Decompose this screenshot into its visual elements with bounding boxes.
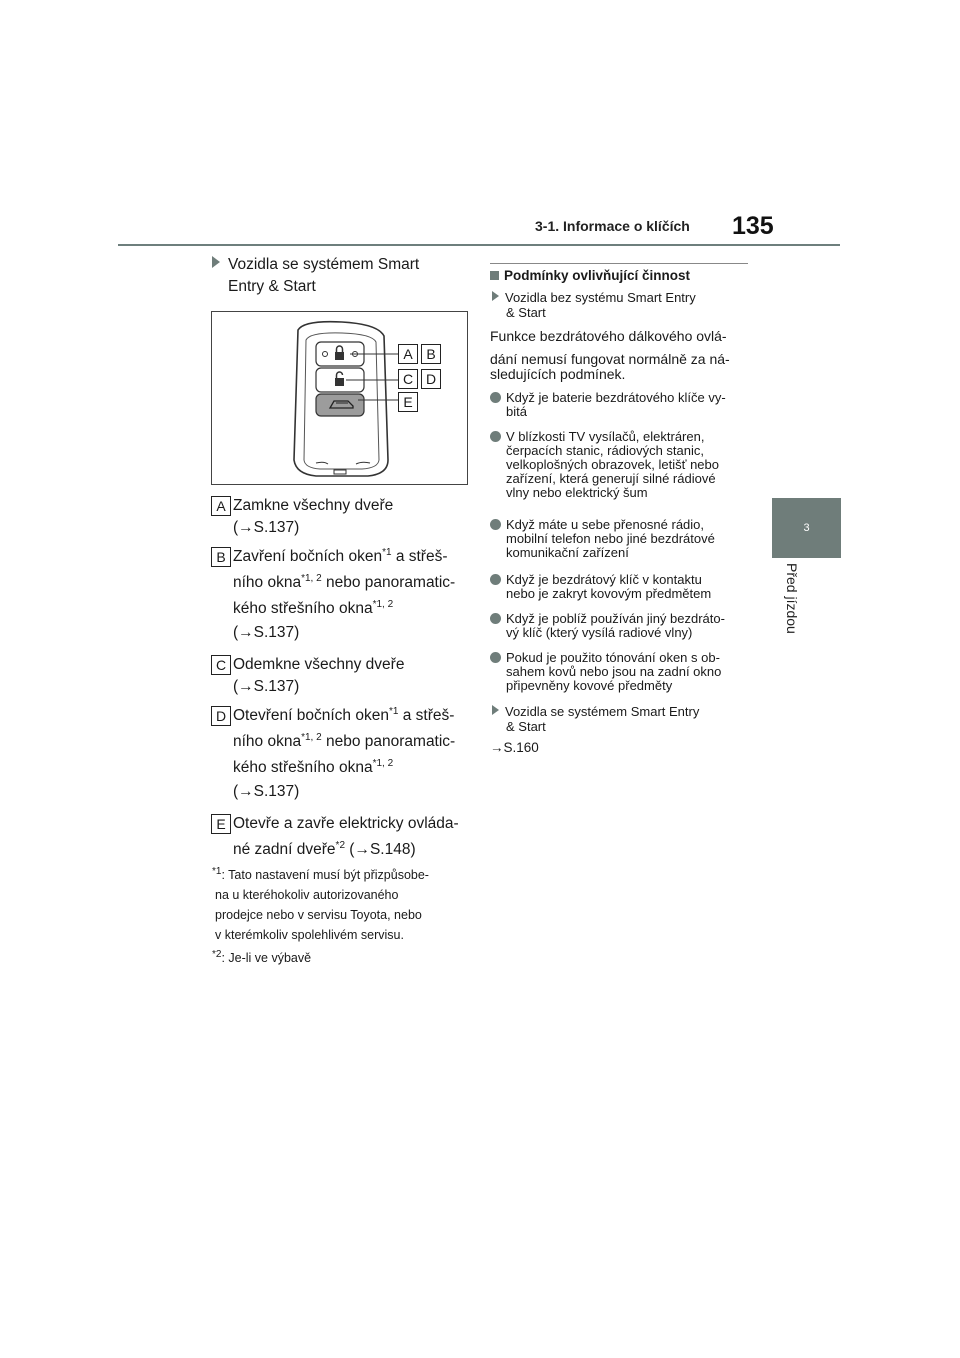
round-bullet-icon	[490, 613, 501, 624]
item-b-line-4: (→S.137)	[233, 624, 300, 641]
sub-heading-1-line-2: & Start	[506, 305, 546, 320]
condition-bullet-1: Když je baterie bezdrátového klíče vy- bitá	[490, 391, 752, 419]
condition-bullet-6: Pokud je použito tónování oken s ob- sahem kovů nebo jsou na zadní okno připevněny kovové předměty	[490, 651, 752, 693]
item-e-line-2: né zadní dveře$^{*2}$ (→S.148)	[233, 839, 416, 858]
key-figure	[211, 311, 468, 485]
triangle-bullet-icon	[492, 705, 499, 715]
page-reference: →S.160	[490, 740, 539, 755]
chapter-tab	[772, 498, 841, 558]
item-label-a: A	[211, 496, 231, 516]
item-label-c: C	[211, 655, 231, 675]
figure-label-b: B	[421, 344, 441, 364]
condition-bullet-4: Když je bezdrátový klíč v kontaktu nebo je zakryt kovovým předmětem	[490, 573, 752, 601]
item-b-line-1: Zavření bočních oken$^{*1}$ a střeš-	[233, 546, 448, 565]
triangle-bullet-icon	[492, 291, 499, 301]
sub-heading-2-line-2: & Start	[506, 719, 546, 734]
intro-line-2: Entry & Start	[228, 278, 316, 295]
item-c-line-1: Odemkne všechny dveře	[233, 656, 405, 673]
conditions-paragraph-line-2: dání nemusí fungovat normálně za ná-	[490, 351, 730, 367]
sub-heading-1-line-1: Vozidla bez systému Smart Entry	[492, 291, 696, 305]
condition-bullet-5: Když je poblíž používán jiný bezdráto- vý klíč (který vysílá radiové vlny)	[490, 612, 752, 640]
item-e-line-1: Otevře a zavře elektricky ovláda-	[233, 815, 459, 832]
triangle-bullet-icon	[212, 256, 220, 268]
item-label-d: D	[211, 706, 231, 726]
item-a-line-1: Zamkne všechny dveře	[233, 497, 394, 514]
item-a-line-2: (→S.137)	[233, 519, 300, 536]
round-bullet-icon	[490, 392, 501, 403]
conditions-paragraph-line-3: sledujících podmínek.	[490, 366, 626, 382]
item-d-line-3: kého střešního okna$^{*1, 2}$	[233, 757, 394, 776]
condition-bullet-3: Když máte u sebe přenosné rádio, mobilní telefon nebo jiné bezdrátové komunikační zařízení	[490, 518, 752, 560]
item-d-line-4: (→S.137)	[233, 783, 300, 800]
footnote-1-line-3: prodejce nebo v servisu Toyota, nebo	[215, 908, 422, 922]
footnote-1-line-2: na u kteréhokoliv autorizovaného	[215, 888, 399, 902]
figure-label-d: D	[421, 369, 441, 389]
round-bullet-icon	[490, 574, 501, 585]
item-d-line-2: ního okna$^{*1, 2}$ nebo panoramatic-	[233, 731, 456, 750]
item-label-e: E	[211, 814, 231, 834]
footnote-1-line-1: $^{*1}$: Tato nastavení musí být přizpůsobe-	[212, 865, 429, 882]
section-title: 3-1. Informace o klíčích	[535, 218, 690, 234]
round-bullet-icon	[490, 652, 501, 663]
figure-label-e: E	[398, 392, 418, 412]
intro-line-1: Vozidla se systémem Smart	[212, 254, 474, 276]
header-rule	[118, 244, 840, 246]
conditions-heading: Podmínky ovlivňující činnost	[490, 268, 690, 283]
chapter-title: Před jízdou	[784, 563, 800, 634]
figure-label-c: C	[398, 369, 418, 389]
conditions-paragraph-line-1: Funkce bezdrátového dálkového ovlá-	[490, 328, 727, 344]
item-b-line-2: ního okna$^{*1, 2}$ nebo panoramatic-	[233, 572, 456, 591]
square-bullet-icon	[490, 271, 499, 280]
smart-key-illustration	[212, 312, 467, 484]
right-column-rule	[490, 263, 748, 264]
page-number: 135	[732, 212, 774, 240]
item-d-line-1: Otevření bočních oken$^{*1}$ a střeš-	[233, 705, 455, 724]
item-label-b: B	[211, 547, 231, 567]
chapter-number: 3	[803, 522, 810, 534]
footnote-2: $^{*2}$: Je-li ve výbavě	[212, 948, 312, 965]
round-bullet-icon	[490, 431, 501, 442]
condition-bullet-2: V blízkosti TV vysílačů, elektráren, čerpacích stanic, rádiových stanic, velkoplošných obrazovek, letišť nebo zařízení, která generují silné rádiové vlny nebo elektrický šum	[490, 430, 752, 500]
item-c-line-2: (→S.137)	[233, 678, 300, 695]
sub-heading-2-line-1: Vozidla se systémem Smart Entry	[492, 705, 699, 719]
footnote-1-line-4: v kterémkoliv spolehlivém servisu.	[215, 928, 404, 942]
round-bullet-icon	[490, 519, 501, 530]
item-b-line-3: kého střešního okna$^{*1, 2}$	[233, 598, 394, 617]
figure-label-a: A	[398, 344, 418, 364]
